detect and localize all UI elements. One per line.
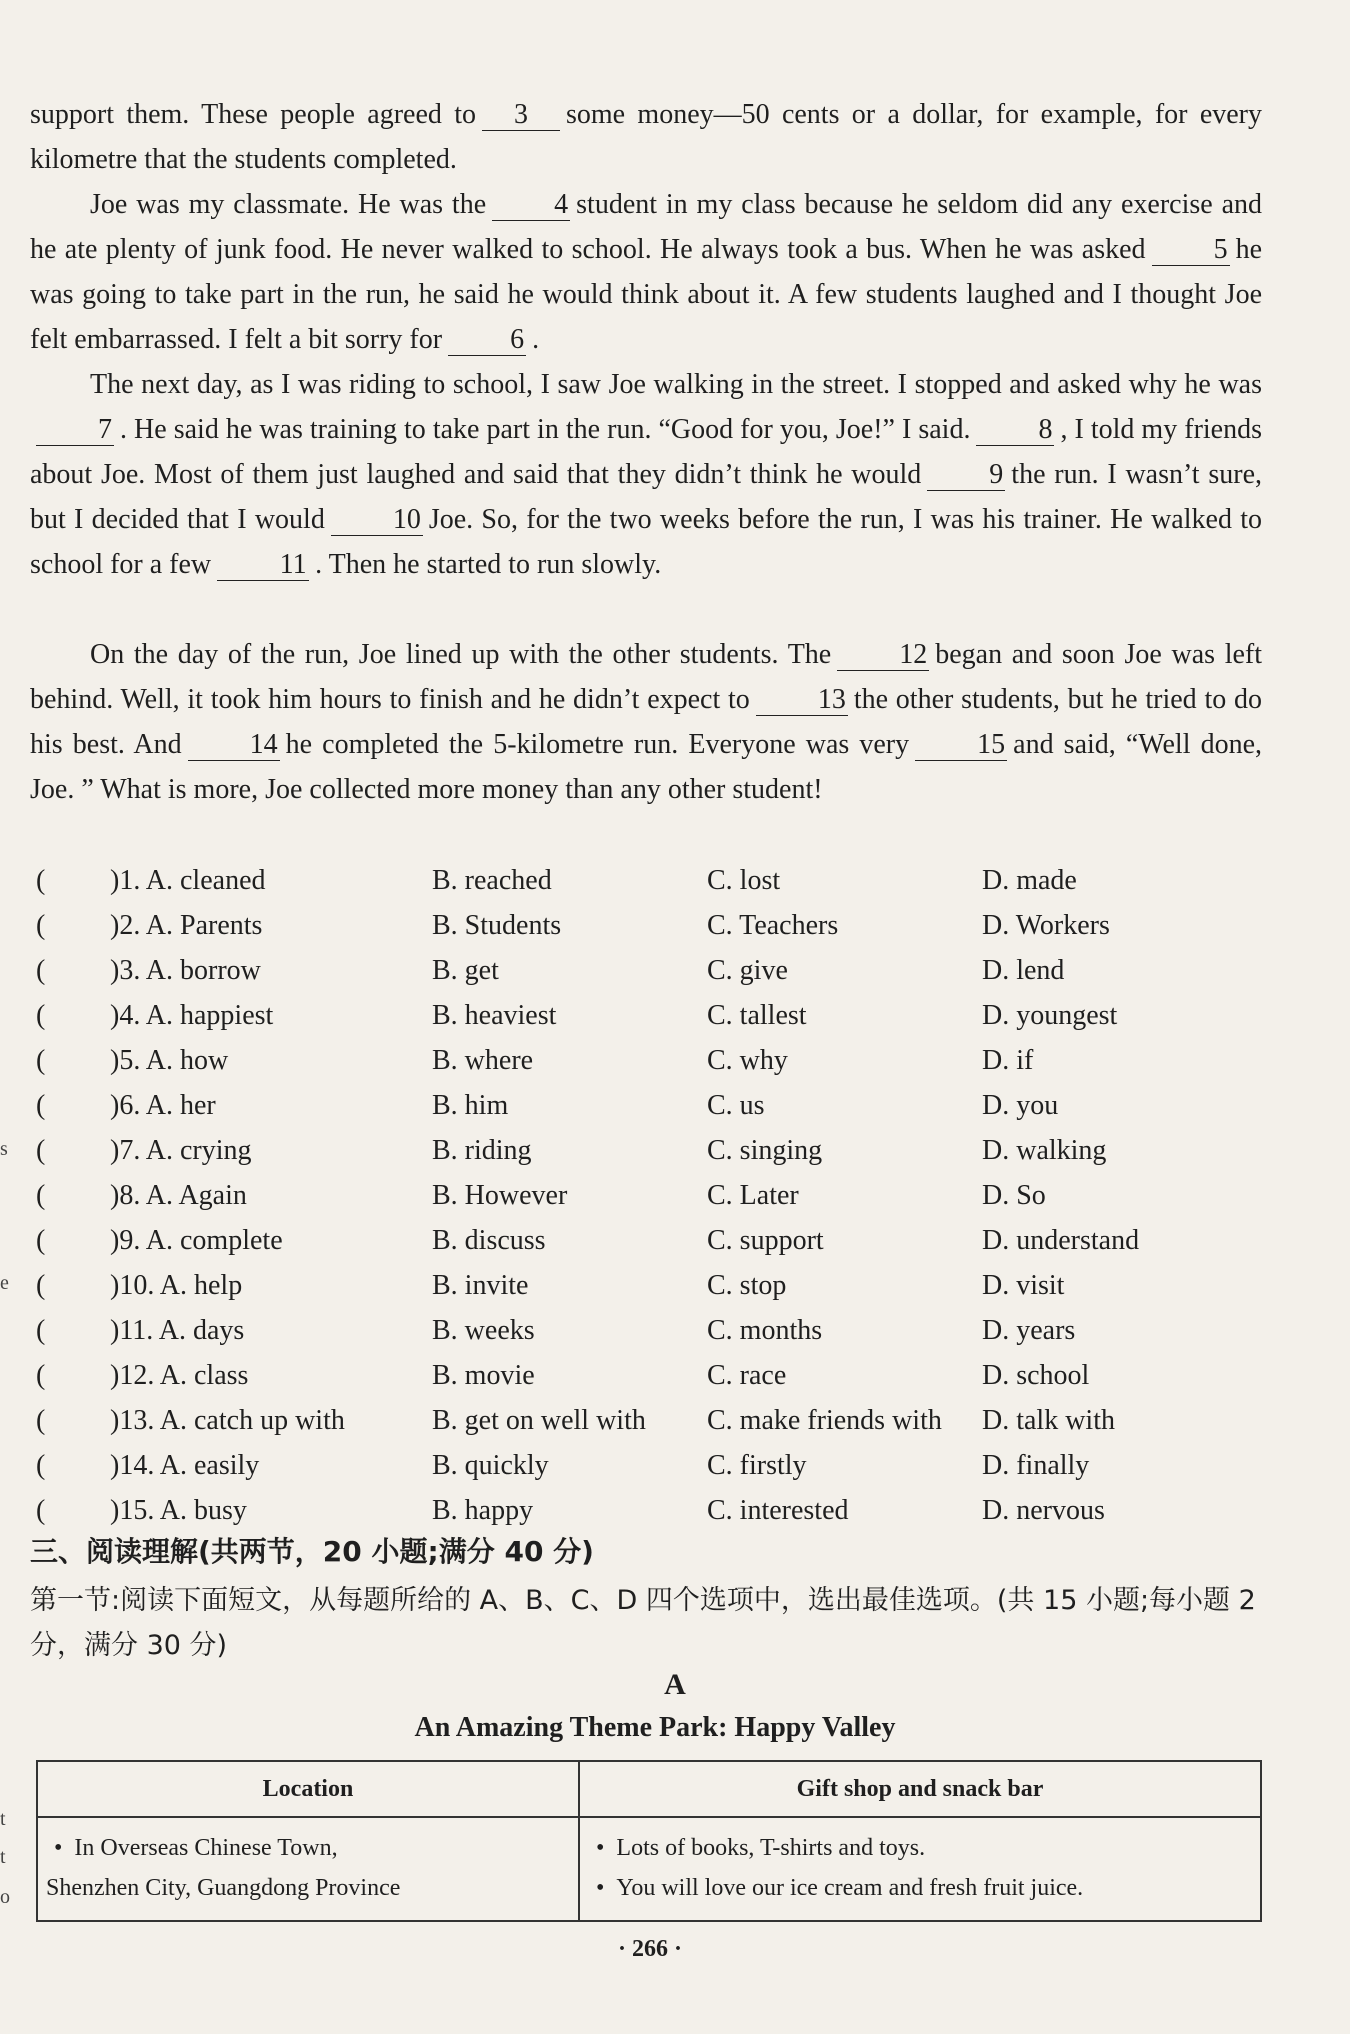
answer-paren[interactable]: ( [36,1000,46,1031]
option-d: D. walking [982,1135,1107,1166]
location-line-2: Shenzhen City, Guangdong Province [46,1875,401,1901]
answer-paren[interactable]: ( [36,1225,46,1256]
option-c: C. firstly [707,1450,807,1481]
option-b: B. quickly [432,1450,549,1481]
option-b: B. get on well with [432,1405,646,1436]
blank-8: 8 [976,415,1054,446]
option-b: B. get [432,955,499,986]
option-c: C. us [707,1090,765,1121]
table-cell-gift-shop [579,1817,1261,1921]
location-line-1: • In Overseas Chinese Town, [46,1828,570,1868]
shop-line-1: • Lots of books, T-shirts and toys. [588,1828,1252,1868]
blank-5: 5 [1152,235,1230,266]
blank-4: 4 [492,190,570,221]
blank-7: 7 [36,415,114,446]
question-row-13 [30,1398,1270,1443]
question-options [30,858,1270,1533]
option-c: C. race [707,1360,787,1391]
option-d: D. years [982,1315,1076,1346]
text: The next day, as I was riding to school, I saw Joe walking in the street. I stopped and asked why he was [90,369,1262,400]
text: support them. These people agreed to [30,99,476,130]
text: . Then he started to run slowly. [315,549,662,580]
passage-paragraph-2 [30,182,1262,362]
shop-line-2: • You will love our ice cream and fresh fruit juice. [588,1868,1252,1908]
option-a: )15. A. busy [110,1495,247,1526]
option-a: )10. A. help [110,1270,243,1301]
option-a: )13. A. catch up with [110,1405,345,1436]
answer-paren[interactable]: ( [36,1180,46,1211]
margin-mark: t [0,1808,6,1830]
question-row-5 [30,1038,1270,1083]
answer-paren[interactable]: ( [36,910,46,941]
option-d: D. nervous [982,1495,1105,1526]
option-b: B. Students [432,910,562,941]
option-b: B. However [432,1180,568,1211]
text: student in my class because he seldom did any exercise and he ate plenty of junk food. He never walked to school. He always took a bus. When he was asked [30,189,1263,265]
answer-paren[interactable]: ( [36,955,46,986]
table-header-gift-shop: Gift shop and snack bar [579,1761,1261,1817]
question-row-10 [30,1263,1270,1308]
option-a: )6. A. her [110,1090,216,1121]
margin-mark: s [0,1138,8,1160]
option-b: B. reached [432,865,552,896]
question-row-11 [30,1308,1270,1353]
option-d: D. visit [982,1270,1065,1301]
text: began and soon Joe was left behind. Well, it took him hours to finish and he didn’t expect to [30,639,1263,715]
option-d: D. So [982,1180,1046,1211]
option-a: )1. A. cleaned [110,865,266,896]
option-d: D. school [982,1360,1090,1391]
blank-13: 13 [756,685,848,716]
option-b: B. him [432,1090,509,1121]
question-row-12 [30,1353,1270,1398]
option-b: B. heaviest [432,1000,557,1031]
text: the run. I wasn’t sure, but I decided that I would [30,459,1262,535]
text: some money—50 cents or a dollar, for example, for every kilometre that the students completed. [30,99,1262,175]
option-d: D. talk with [982,1405,1115,1436]
text: the other students, but he tried to do his best. And [30,684,1262,760]
option-c: C. give [707,955,788,986]
blank-6: 6 [448,325,526,356]
answer-paren[interactable]: ( [36,1045,46,1076]
option-a: )7. A. crying [110,1135,252,1166]
page-number: · 266 · [617,1936,682,1962]
option-b: B. invite [432,1270,529,1301]
table-header-row [37,1761,1261,1817]
option-a: )9. A. complete [110,1225,283,1256]
text: . He said he was training to take part in the run. “Good for you, Joe!” I said. [120,414,971,445]
text: he completed the 5-kilometre run. Everyone was very [285,729,910,760]
question-row-6 [30,1083,1270,1128]
question-row-9 [30,1218,1270,1263]
blank-14: 14 [188,730,280,761]
option-a: )5. A. how [110,1045,229,1076]
option-b: B. weeks [432,1315,535,1346]
answer-paren[interactable]: ( [36,1090,46,1121]
passage-title: An Amazing Theme Park: Happy Valley [414,1712,896,1743]
section-title: 三、阅读理解(共两节，20 小题;满分 40 分) [30,1535,594,1568]
text: , I told my friends about Joe. Most of them just laughed and said that they didn’t think he would [30,414,1263,490]
answer-paren[interactable]: ( [36,1315,46,1346]
question-row-4 [30,993,1270,1038]
text: Joe was my classmate. He was the [90,189,487,220]
section-instructions: 第一节:阅读下面短文，从每题所给的 A、B、C、D 四个选项中，选出最佳选项。(共 15 小题;每小题 2 分，满分 30 分) [30,1585,1256,1661]
blank-9: 9 [927,460,1005,491]
option-d: D. understand [982,1225,1140,1256]
question-row-2 [30,903,1270,948]
option-d: D. lend [982,955,1065,986]
option-b: B. riding [432,1135,532,1166]
option-c: C. interested [707,1495,849,1526]
option-a: )14. A. easily [110,1450,260,1481]
option-c: C. Later [707,1180,799,1211]
blank-11: 11 [217,550,309,581]
option-a: )11. A. days [110,1315,245,1346]
margin-mark: e [0,1272,9,1294]
info-table [36,1760,1262,1922]
option-d: D. Workers [982,910,1110,941]
option-c: C. Teachers [707,910,839,941]
answer-paren[interactable]: ( [36,1135,46,1166]
blank-3: 3 [482,100,560,131]
answer-paren[interactable]: ( [36,1495,46,1526]
passage-paragraph-4 [30,632,1262,812]
answer-paren[interactable]: ( [36,865,46,896]
blank-12: 12 [837,640,929,671]
blank-10: 10 [331,505,423,536]
option-c: C. make friends with [707,1405,942,1436]
option-a: )3. A. borrow [110,955,261,986]
table-row [37,1817,1261,1921]
option-c: C. tallest [707,1000,807,1031]
text: On the day of the run, Joe lined up with the other students. The [90,639,832,670]
option-a: )8. A. Again [110,1180,247,1211]
question-row-15 [30,1488,1270,1533]
passage-letter: A [664,1668,686,1701]
blank-15: 15 [915,730,1007,761]
question-row-3 [30,948,1270,993]
option-b: B. happy [432,1495,534,1526]
text: Joe. So, for the two weeks before the run, I was his trainer. He walked to school for a few [30,504,1262,580]
option-c: C. why [707,1045,788,1076]
margin-mark: t [0,1846,6,1868]
option-d: D. you [982,1090,1059,1121]
answer-paren[interactable]: ( [36,1405,46,1436]
margin-mark: o [0,1886,10,1908]
table-header-location: Location [37,1761,579,1817]
question-row-7 [30,1128,1270,1173]
text: and said, “Well done, Joe. ” What is more, Joe collected more money than any other student! [30,729,1262,805]
text: he was going to take part in the run, he said he would think about it. A few students laughed and I thought Joe felt embarrassed. I felt a bit sorry for [30,234,1262,355]
option-c: C. singing [707,1135,823,1166]
option-a: )4. A. happiest [110,1000,274,1031]
option-d: D. finally [982,1450,1090,1481]
answer-paren[interactable]: ( [36,1450,46,1481]
passage-paragraph-1 [30,92,1262,182]
answer-paren[interactable]: ( [36,1360,46,1391]
option-b: B. where [432,1045,534,1076]
question-row-14 [30,1443,1270,1488]
table-cell-location [37,1817,579,1921]
option-d: D. if [982,1045,1034,1076]
question-row-8 [30,1173,1270,1218]
option-a: )12. A. class [110,1360,249,1391]
option-c: C. support [707,1225,824,1256]
option-d: D. youngest [982,1000,1118,1031]
text: . [532,324,540,355]
answer-paren[interactable]: ( [36,1270,46,1301]
option-a: )2. A. Parents [110,910,263,941]
question-row-1 [30,858,1270,903]
option-c: C. months [707,1315,823,1346]
passage-paragraph-3 [30,362,1262,587]
option-c: C. lost [707,865,781,896]
option-b: B. movie [432,1360,535,1391]
option-c: C. stop [707,1270,787,1301]
option-b: B. discuss [432,1225,546,1256]
option-d: D. made [982,865,1077,896]
